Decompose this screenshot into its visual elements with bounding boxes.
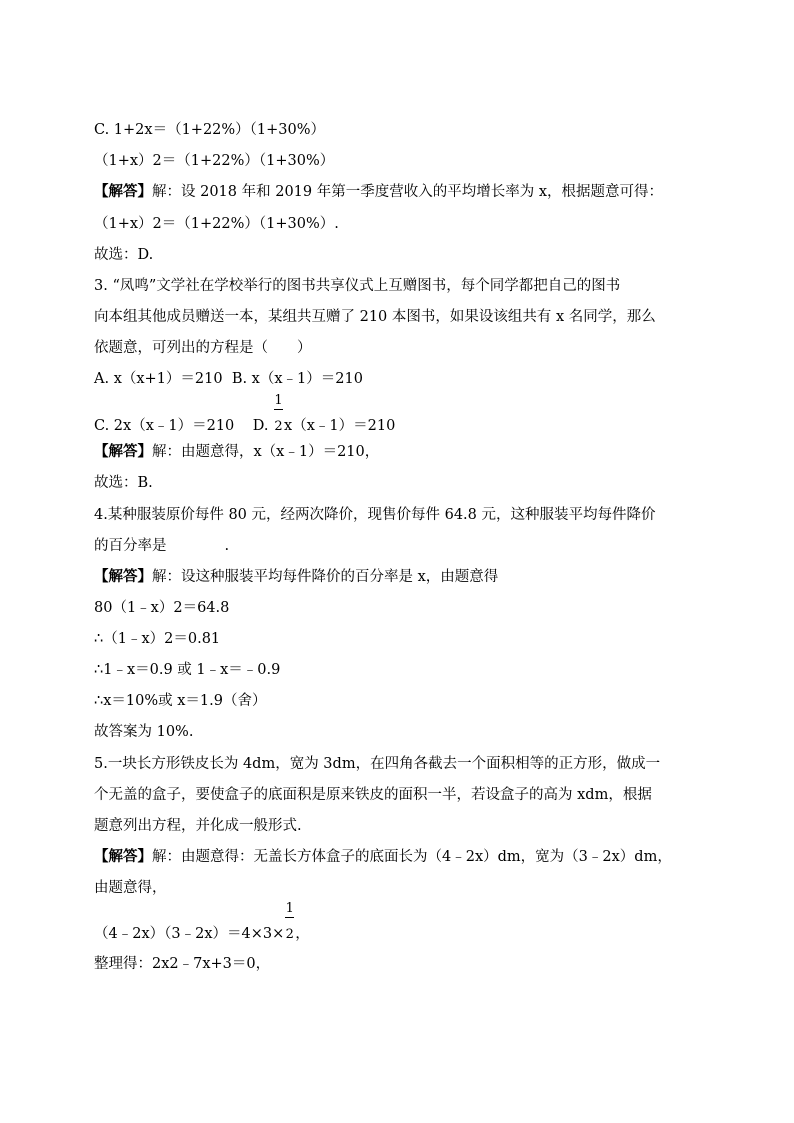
line-text: 解：设这种服装平均每件降价的百分率是 x，由题意得: [152, 569, 499, 585]
answer-tag: 【解答】: [94, 568, 152, 585]
equation-line: [94, 691, 266, 711]
line-text: 解：由题意得，x（x﹣1）＝210，: [152, 444, 380, 460]
line-text: 解：设 2018 年和 2019 年第一季度营收入的平均增长率为 x，根据题意可得：: [152, 184, 664, 200]
equation-line: [94, 598, 229, 618]
fraction-denominator: 2: [274, 419, 283, 434]
answer-line: [94, 722, 193, 742]
line-text: 故选：D.: [94, 247, 154, 263]
line-text: 由题意得，: [94, 880, 167, 896]
line-text: ∴（1﹣x）2＝0.81: [94, 631, 221, 647]
line-text: 故选：B.: [94, 475, 153, 491]
equation-line: [94, 954, 270, 974]
question-4-line: [94, 536, 229, 556]
option-c-line: [94, 120, 325, 140]
solution-line: [94, 847, 672, 867]
question-5-line: [94, 816, 302, 836]
line-text: A. x（x+1）＝210 B. x（x﹣1）＝210: [94, 371, 363, 387]
line-text: 依题意，可列出的方程是（ ）: [94, 340, 312, 356]
line-text: ，: [295, 926, 310, 942]
line-text: （1+x）2＝（1+22%）（1+30%）.: [94, 216, 339, 232]
options-ab-line: [94, 369, 363, 389]
line-text: 4.某种服装原价每件 80 元，经两次降价，现售价每件 64.8 元，这种服装平均每件降价: [94, 507, 656, 523]
fraction-one-half: [284, 901, 295, 945]
line-text: 的百分率是 .: [94, 538, 230, 554]
fraction-one-half: [273, 393, 284, 437]
line-text: 故答案为 10%.: [94, 724, 194, 740]
solution-line: [94, 182, 663, 202]
fraction-numerator: 1: [285, 901, 294, 916]
answer-tag: 【解答】: [94, 443, 152, 460]
line-text: （1+x）2＝（1+22%）（1+30%）: [94, 153, 335, 169]
line-text: ∴1﹣x＝0.9 或 1﹣x＝﹣0.9: [94, 662, 281, 678]
question-5-line: [94, 754, 660, 774]
line-text: x（x﹣1）＝210: [284, 418, 396, 434]
equation-line: [94, 151, 334, 171]
solution-line: [94, 878, 167, 898]
line-text: 整理得：2x2﹣7x+3＝0，: [94, 956, 271, 972]
equation-with-fraction-line: [94, 901, 310, 945]
equation-line: [94, 629, 220, 649]
answer-tag: 【解答】: [94, 848, 152, 865]
answer-choice-line: [94, 245, 153, 265]
equation-line: [94, 214, 339, 234]
question-5-line: [94, 785, 652, 805]
question-3-line: [94, 276, 620, 296]
question-3-line: [94, 307, 656, 327]
line-text: （4﹣2x）（3﹣2x）＝4×3×: [94, 926, 285, 942]
solution-line: [94, 442, 379, 462]
question-3-line: [94, 338, 312, 358]
line-text: 向本组其他成员赠送一本，某组共互赠了 210 本图书，如果设该组共有 x 名同学，那么: [94, 309, 656, 325]
line-text: ∴x＝10%或 x＝1.9（舍）: [94, 693, 267, 709]
solution-line: [94, 567, 498, 587]
answer-tag: 【解答】: [94, 183, 152, 200]
line-text: 解：由题意得：无盖长方体盒子的底面长为（4﹣2x）dm，宽为（3﹣2x）dm，: [152, 849, 672, 865]
line-text: 5.一块长方形铁皮长为 4dm，宽为 3dm，在四角各截去一个面积相等的正方形，做成一: [94, 756, 661, 772]
line-text: C. 1+2x＝（1+22%）（1+30%）: [94, 122, 326, 138]
line-text: 80（1﹣x）2＝64.8: [94, 600, 230, 616]
options-cd-line: [94, 393, 396, 437]
fraction-numerator: 1: [274, 393, 283, 408]
equation-line: [94, 660, 280, 680]
line-text: C. 2x（x﹣1）＝210 D.: [94, 418, 274, 434]
line-text: 个无盖的盒子，要使盒子的底面积是原来铁皮的面积一半，若设盒子的高为 xdm，根据: [94, 787, 652, 803]
fraction-bar: [274, 409, 283, 410]
line-text: 题意列出方程，并化成一般形式.: [94, 818, 302, 834]
answer-choice-line: [94, 473, 153, 493]
line-text: 3. “凤鸣”文学社在学校举行的图书共享仪式上互赠图书，每个同学都把自己的图书: [94, 278, 621, 294]
question-4-line: [94, 505, 656, 525]
fraction-bar: [285, 917, 294, 918]
fraction-denominator: 2: [285, 927, 294, 942]
